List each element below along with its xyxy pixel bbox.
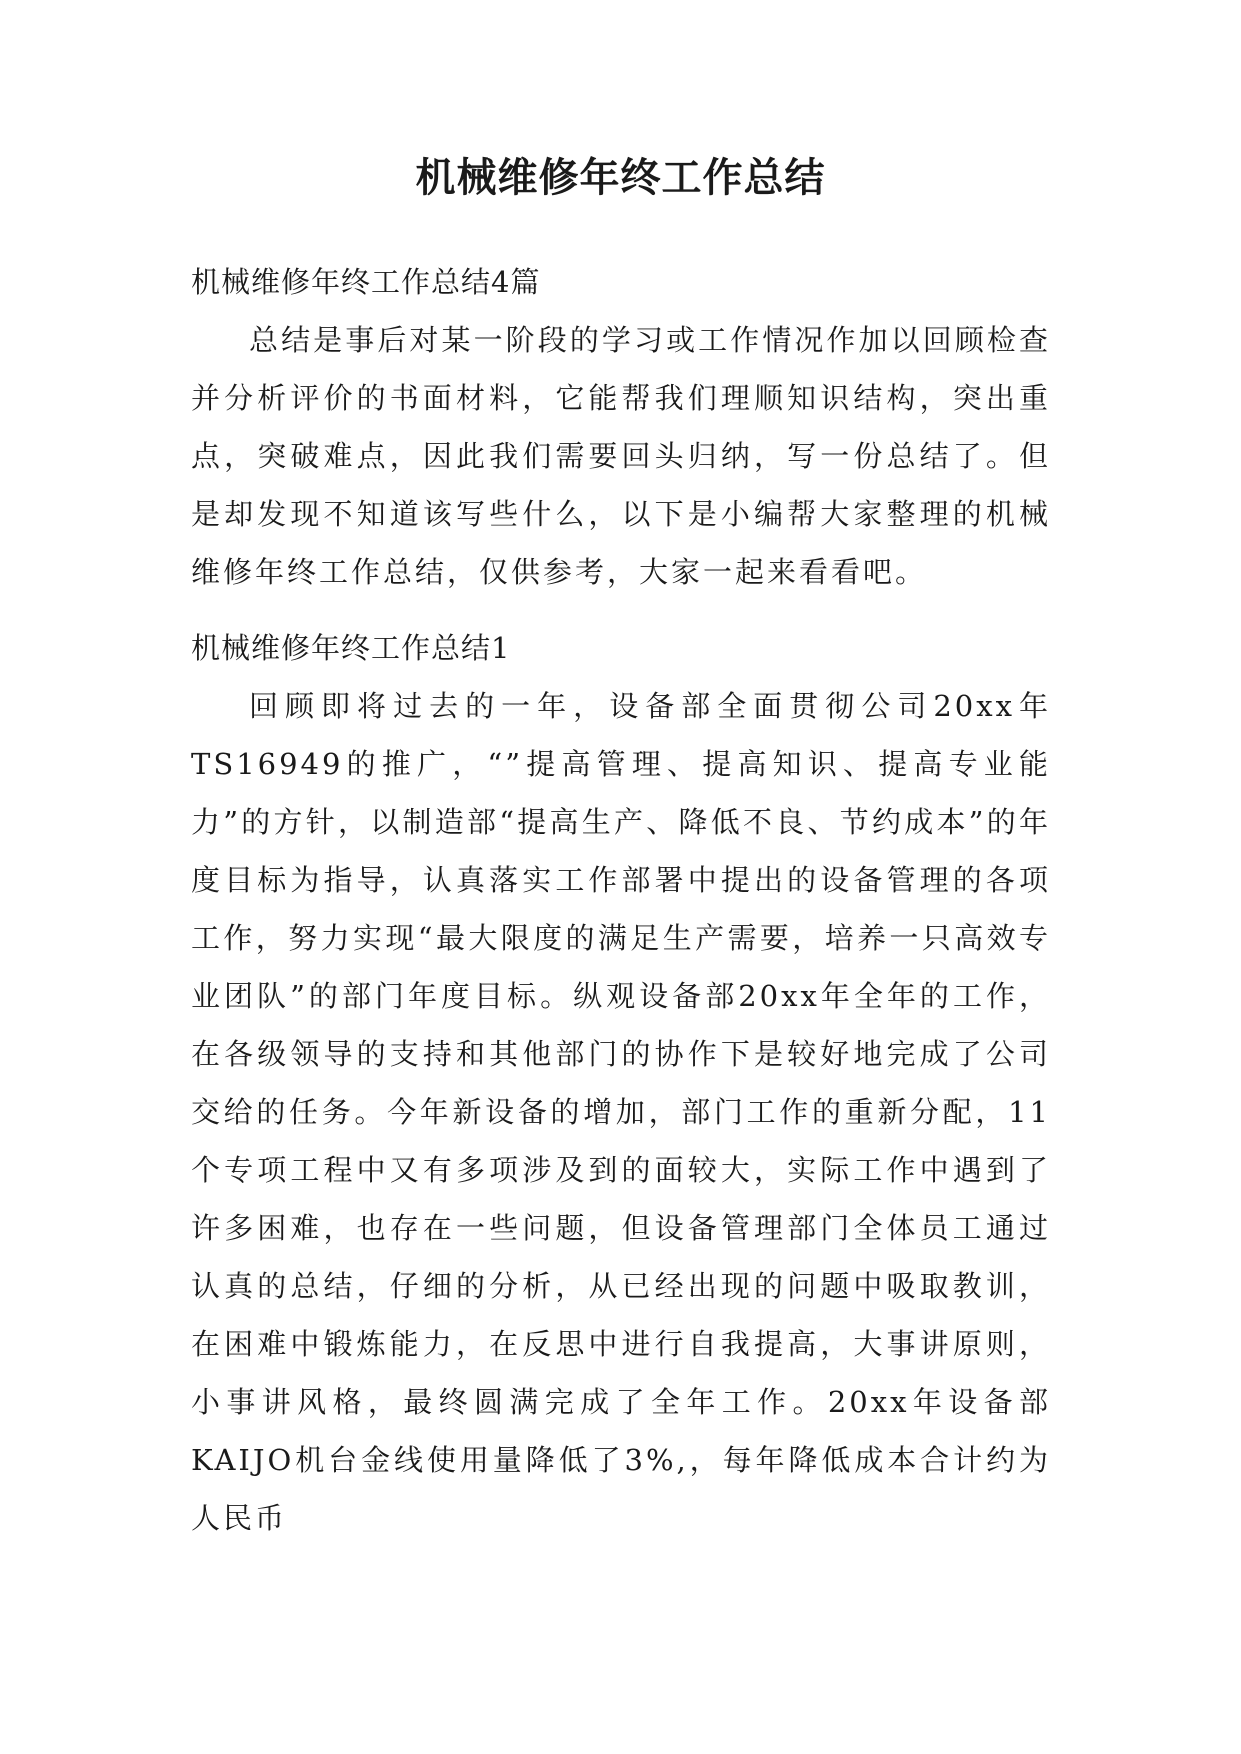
intro-paragraph: 总结是事后对某一阶段的学习或工作情况作加以回顾检查并分析评价的书面材料，它能帮我们理顺知识结构，突出重点，突破难点，因此我们需要回头归纳，写一份总结了。但是却发现不知道该写些什么，以下是小编帮大家整理的机械维修年终工作总结，仅供参考，大家一起来看看吧。 (191, 323, 1051, 589)
document-title: 机械维修年终工作总结 (415, 155, 826, 201)
section-1-heading: 机械维修年终工作总结1 (191, 631, 511, 665)
section-1-paragraph: 回顾即将过去的一年，设备部全面贯彻公司20xx年TS16949的推广，“”提高管理、提高知识、提高专业能力”的方针，以制造部“提高生产、降低不良、节约成本”的年度目标为指导，认真落实工作部署中提出的设备管理的各项工作，努力实现“最大限度的满足生产需要，培养一只高效专业团队”的部门年度目标。纵观设备部20xx年全年的工作，在各级领导的支持和其他部门的协作下是较好地完成了公司交给的任务。今年新设备的增加，部门工作的重新分配，11个专项工程中又有多项涉及到的面较大，实际工作中遇到了许多困难，也存在一些问题，但设备管理部门全体员工通过认真的总结，仔细的分析，从已经出现的问题中吸取教训，在困难中锻炼能力，在反思中进行自我提高，大事讲原则，小事讲风格，最终圆满完成了全年工作。20xx年设备部KAIJO机台金线使用量降低了3%,，每年降低成本合计约为人民币 (191, 689, 1051, 1535)
intro-heading: 机械维修年终工作总结4篇 (191, 265, 541, 299)
